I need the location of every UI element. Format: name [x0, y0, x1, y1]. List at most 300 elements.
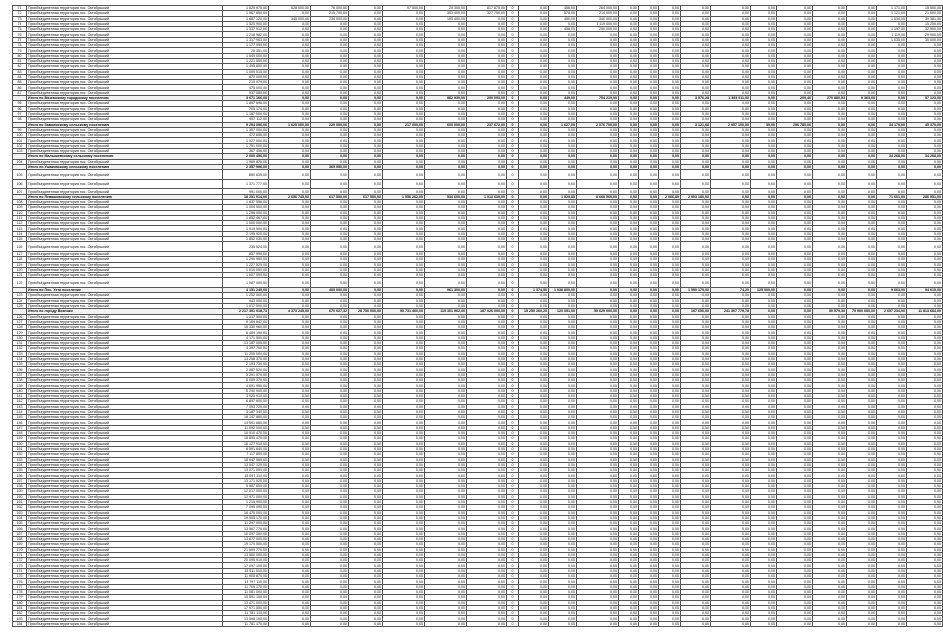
- value-cell: 0,00: [425, 542, 467, 547]
- value-cell: 0,00: [425, 298, 467, 303]
- value-cell: 0,00: [639, 393, 659, 398]
- value-cell: 0,00: [383, 69, 425, 74]
- value-cell: 0,00: [269, 58, 311, 63]
- value-cell: 0,00: [311, 199, 349, 204]
- value-cell: 0,00: [877, 536, 907, 541]
- value-cell: 0,00: [549, 468, 577, 473]
- value-cell: 0,00: [847, 242, 877, 252]
- value-cell: 0,00: [907, 531, 943, 536]
- value-cell: 0,00: [519, 372, 549, 377]
- value-cell: 365 950,00: [311, 164, 349, 169]
- value-cell: 0,00: [659, 179, 681, 189]
- value-cell: 0,00: [311, 267, 349, 272]
- value-cell: 0,00: [311, 468, 349, 473]
- value-cell: 0,00: [639, 298, 659, 303]
- value-cell: 0,00: [425, 69, 467, 74]
- value-cell: 0,00: [659, 138, 681, 143]
- value-cell: 0,00: [751, 194, 777, 199]
- value-cell: 0,00: [349, 262, 383, 267]
- value-cell: 0,00: [519, 11, 549, 16]
- value-cell: 0,00: [681, 372, 711, 377]
- value-cell: 0,00: [877, 159, 907, 164]
- value-cell: 0,00: [269, 48, 311, 53]
- value-cell: 0,00: [577, 170, 619, 180]
- value-cell: 0,00: [813, 278, 847, 288]
- value-cell: 0,00: [711, 64, 751, 69]
- value-cell: 0: [507, 319, 519, 324]
- value-cell: 0,00: [711, 589, 751, 594]
- value-cell: 0,00: [269, 579, 311, 584]
- value-cell: 0,00: [639, 179, 659, 189]
- value-cell: 0,00: [877, 473, 907, 478]
- value-cell: 0,00: [269, 521, 311, 526]
- value-cell: 0,00: [751, 298, 777, 303]
- value-cell: 0,00: [847, 154, 877, 159]
- value-cell: 0,00: [425, 257, 467, 262]
- value-cell: 0,00: [383, 431, 425, 436]
- row-number-cell: 99: [13, 127, 27, 132]
- value-cell: 2 066,89: [659, 194, 681, 199]
- value-cell: 0,00: [711, 568, 751, 573]
- value-cell: 0,00: [813, 80, 847, 85]
- value-cell: 0,00: [311, 58, 349, 63]
- value-cell: 0,00: [619, 80, 639, 85]
- value-cell: 0,00: [349, 457, 383, 462]
- value-cell: 0,00: [619, 74, 639, 79]
- value-cell: 0,00: [549, 568, 577, 573]
- value-cell: 0,00: [777, 452, 813, 457]
- value-cell: 0,00: [907, 273, 943, 278]
- value-cell: 0,00: [311, 515, 349, 520]
- value-cell: 0,00: [577, 85, 619, 90]
- value-cell: 0,00: [425, 431, 467, 436]
- value-cell: 0,00: [659, 584, 681, 589]
- value-cell: 0,00: [577, 80, 619, 85]
- value-cell: 0,00: [577, 267, 619, 272]
- value-cell: 0,00: [311, 273, 349, 278]
- row-number-cell: 154: [13, 462, 27, 467]
- value-cell: 0,00: [751, 251, 777, 256]
- value-cell: 0,00: [311, 547, 349, 552]
- value-cell: 0,00: [659, 341, 681, 346]
- value-cell: 0,00: [877, 484, 907, 489]
- value-cell: 0,00: [681, 205, 711, 210]
- value-cell: 0,00: [777, 579, 813, 584]
- row-name-cell: Приобъединенная территория пос. Октябрьский: [27, 210, 223, 215]
- value-cell: 2 587 520,00: [223, 367, 269, 372]
- value-cell: 0,00: [311, 43, 349, 48]
- value-cell: 0,00: [349, 341, 383, 346]
- value-cell: 0,00: [269, 85, 311, 90]
- row-number-cell: 158: [13, 484, 27, 489]
- value-cell: 0,00: [467, 288, 507, 293]
- value-cell: 0,00: [751, 605, 777, 610]
- value-cell: 0,00: [383, 16, 425, 21]
- value-cell: 0,00: [619, 149, 639, 154]
- value-cell: 0,00: [549, 616, 577, 621]
- value-cell: 0,00: [383, 393, 425, 398]
- value-cell: 214 500,00: [577, 11, 619, 16]
- value-cell: 0,00: [711, 143, 751, 148]
- value-cell: 0,00: [619, 6, 639, 11]
- row-number-cell: 104: [13, 159, 27, 164]
- value-cell: 0,00: [425, 505, 467, 510]
- value-cell: 0,00: [659, 431, 681, 436]
- value-cell: 0,00: [425, 568, 467, 573]
- value-cell: 0,00: [269, 362, 311, 367]
- row-number-cell: 80: [13, 53, 27, 58]
- value-cell: 0,00: [813, 356, 847, 361]
- value-cell: 0,00: [907, 143, 943, 148]
- value-cell: 0,00: [549, 415, 577, 420]
- value-cell: 0,00: [349, 32, 383, 37]
- row-number-cell: 163: [13, 510, 27, 515]
- value-cell: 0,00: [681, 221, 711, 226]
- value-cell: 0,00: [681, 48, 711, 53]
- value-cell: 0,00: [639, 346, 659, 351]
- value-cell: 0,00: [467, 542, 507, 547]
- value-cell: 0,00: [383, 27, 425, 32]
- value-cell: 0,00: [847, 215, 877, 220]
- value-cell: 0,00: [659, 478, 681, 483]
- row-number-cell: 134: [13, 356, 27, 361]
- value-cell: 0,00: [383, 242, 425, 252]
- row-number-cell: 124: [13, 298, 27, 303]
- value-cell: 0,00: [877, 226, 907, 231]
- value-cell: 0,00: [519, 69, 549, 74]
- value-cell: 1 520 900,00: [223, 21, 269, 26]
- value-cell: 0,00: [619, 21, 639, 26]
- value-cell: 0,00: [383, 53, 425, 58]
- value-cell: 0,00: [519, 37, 549, 42]
- value-cell: 0,00: [425, 143, 467, 148]
- value-cell: 0,00: [467, 616, 507, 621]
- value-cell: 0,00: [847, 179, 877, 189]
- row-name-cell: Приобъединенная территория пос. Октябрьский: [27, 563, 223, 568]
- value-cell: 0,00: [311, 127, 349, 132]
- row-number-cell: 169: [13, 542, 27, 547]
- value-cell: 0: [507, 383, 519, 388]
- value-cell: 0,00: [777, 11, 813, 16]
- value-cell: 0,00: [681, 409, 711, 414]
- value-cell: 0,00: [711, 303, 751, 308]
- value-cell: 0,00: [847, 16, 877, 21]
- value-cell: 0,00: [681, 106, 711, 111]
- value-cell: 0,00: [751, 53, 777, 58]
- value-cell: 0,00: [847, 372, 877, 377]
- row-name-cell: Приобъединенная территория пос. Октябрьский: [27, 584, 223, 589]
- value-cell: 0,00: [619, 143, 639, 148]
- value-cell: 0,00: [877, 293, 907, 298]
- value-cell: 0,00: [619, 489, 639, 494]
- value-cell: 10 097 300,00: [223, 531, 269, 536]
- value-cell: 11 813 684,00: [907, 309, 943, 314]
- value-cell: 0,00: [877, 85, 907, 90]
- value-cell: 0,00: [907, 293, 943, 298]
- value-cell: 0,00: [659, 510, 681, 515]
- value-cell: 0,00: [549, 53, 577, 58]
- value-cell: 0,00: [519, 563, 549, 568]
- value-cell: 0,00: [383, 205, 425, 210]
- value-cell: 0,00: [311, 589, 349, 594]
- value-cell: 0,00: [383, 32, 425, 37]
- value-cell: 0,00: [777, 584, 813, 589]
- value-cell: 0,00: [519, 362, 549, 367]
- value-cell: 0,00: [877, 58, 907, 63]
- value-cell: 0,00: [383, 314, 425, 319]
- value-cell: 2 357 996,00: [223, 164, 269, 169]
- row-name-cell: Приобъединенная территория пос. Октябрьский: [27, 257, 223, 262]
- value-cell: 0,00: [777, 367, 813, 372]
- value-cell: 0,00: [907, 221, 943, 226]
- value-cell: 0,00: [519, 420, 549, 425]
- value-cell: 0,00: [847, 346, 877, 351]
- value-cell: 0,00: [619, 457, 639, 462]
- value-cell: 0,00: [577, 43, 619, 48]
- value-cell: 0: [507, 431, 519, 436]
- value-cell: 0,00: [349, 478, 383, 483]
- value-cell: 0,00: [349, 101, 383, 106]
- value-cell: 0,00: [467, 446, 507, 451]
- value-cell: 0,00: [349, 372, 383, 377]
- value-cell: 0,00: [577, 74, 619, 79]
- value-cell: 0,00: [659, 531, 681, 536]
- value-cell: 0,00: [847, 383, 877, 388]
- value-cell: 0,00: [751, 106, 777, 111]
- value-cell: 0,00: [467, 510, 507, 515]
- value-cell: 0,00: [751, 462, 777, 467]
- value-cell: 0,00: [659, 21, 681, 26]
- value-cell: 0,00: [659, 143, 681, 148]
- value-cell: 0,00: [349, 356, 383, 361]
- value-cell: 0,00: [751, 293, 777, 298]
- value-cell: 0: [507, 298, 519, 303]
- value-cell: 290 000,00: [577, 27, 619, 32]
- value-cell: 0,00: [659, 515, 681, 520]
- value-cell: 0,00: [639, 383, 659, 388]
- value-cell: 0,00: [519, 484, 549, 489]
- value-cell: 0: [507, 257, 519, 262]
- value-cell: 29 900,00: [907, 32, 943, 37]
- value-cell: 0,00: [549, 446, 577, 451]
- value-cell: 0: [507, 494, 519, 499]
- value-cell: 0: [507, 462, 519, 467]
- value-cell: 5 290 900,00: [223, 388, 269, 393]
- value-cell: 0,00: [467, 293, 507, 298]
- value-cell: 0,00: [467, 267, 507, 272]
- row-number-cell: 74: [13, 21, 27, 26]
- row-number-cell: 175: [13, 574, 27, 579]
- row-number-cell: 166: [13, 526, 27, 531]
- value-cell: 957 112,00: [223, 117, 269, 122]
- value-cell: 0,00: [877, 356, 907, 361]
- value-cell: 0,00: [519, 262, 549, 267]
- row-name-cell: Приобъединенная территория пос. Октябрьский: [27, 215, 223, 220]
- value-cell: 0,00: [311, 441, 349, 446]
- value-cell: 0,00: [519, 510, 549, 515]
- row-number-cell: 141: [13, 393, 27, 398]
- value-cell: 11 905 870,00: [223, 574, 269, 579]
- value-cell: 0,00: [659, 85, 681, 90]
- value-cell: 0,00: [577, 579, 619, 584]
- value-cell: 0,00: [519, 21, 549, 26]
- value-cell: 0,00: [777, 510, 813, 515]
- value-cell: 0,00: [467, 383, 507, 388]
- value-cell: 0,00: [467, 80, 507, 85]
- value-cell: 0,00: [777, 356, 813, 361]
- row-name-cell: Приобъединенная территория пос. Октябрьский: [27, 515, 223, 520]
- value-cell: 55 629 000,00: [577, 309, 619, 314]
- value-cell: 0,00: [311, 362, 349, 367]
- value-cell: 0,00: [847, 335, 877, 340]
- value-cell: 0,00: [681, 21, 711, 26]
- value-cell: 0,00: [711, 510, 751, 515]
- value-cell: 0,00: [751, 127, 777, 132]
- value-cell: 0,00: [877, 462, 907, 467]
- value-cell: 0: [507, 436, 519, 441]
- value-cell: 0,00: [751, 6, 777, 11]
- value-cell: 0,00: [425, 605, 467, 610]
- value-cell: 0,00: [349, 510, 383, 515]
- row-name-cell: Приобъединенная территория пос. Октябрьский: [27, 356, 223, 361]
- value-cell: 0,00: [577, 221, 619, 226]
- value-cell: 0,00: [383, 579, 425, 584]
- value-cell: 0,00: [813, 383, 847, 388]
- value-cell: 0,00: [383, 367, 425, 372]
- value-cell: 0,00: [311, 457, 349, 462]
- value-cell: 0,00: [519, 237, 549, 242]
- value-cell: 0,00: [813, 505, 847, 510]
- value-cell: 0,00: [813, 189, 847, 194]
- value-cell: 0,00: [383, 568, 425, 573]
- value-cell: 0,00: [907, 478, 943, 483]
- value-cell: 0,00: [777, 330, 813, 335]
- value-cell: 0,00: [269, 221, 311, 226]
- value-cell: 0,00: [549, 80, 577, 85]
- value-cell: 0,00: [425, 32, 467, 37]
- value-cell: 0,00: [349, 6, 383, 11]
- value-cell: 0: [507, 138, 519, 143]
- value-cell: 0,00: [467, 143, 507, 148]
- value-cell: 0,00: [681, 494, 711, 499]
- value-cell: 0,00: [847, 6, 877, 11]
- value-cell: 0,00: [751, 510, 777, 515]
- value-cell: 0,00: [681, 568, 711, 573]
- value-cell: 0,00: [777, 170, 813, 180]
- value-cell: 95 731 460,00: [383, 309, 425, 314]
- value-cell: 0,00: [751, 526, 777, 531]
- value-cell: 0: [507, 11, 519, 16]
- value-cell: 0,00: [311, 452, 349, 457]
- row-number-cell: 143: [13, 404, 27, 409]
- value-cell: 0,00: [681, 367, 711, 372]
- value-cell: 0,00: [269, 74, 311, 79]
- row-number-cell: 123: [13, 293, 27, 298]
- value-cell: 0,00: [549, 159, 577, 164]
- row-number-cell: 72: [13, 11, 27, 16]
- value-cell: 0,00: [877, 579, 907, 584]
- value-cell: 0,00: [751, 574, 777, 579]
- value-cell: 0,00: [383, 278, 425, 288]
- row-number-cell: 173: [13, 563, 27, 568]
- value-cell: 0,00: [907, 278, 943, 288]
- value-cell: 0,00: [619, 267, 639, 272]
- value-cell: 0,00: [577, 199, 619, 204]
- value-cell: 0,00: [711, 74, 751, 79]
- value-cell: 0,00: [577, 415, 619, 420]
- value-cell: 2 000 456,00: [223, 154, 269, 159]
- value-cell: 0,00: [311, 106, 349, 111]
- value-cell: 0,00: [467, 90, 507, 95]
- value-cell: 0,00: [659, 226, 681, 231]
- value-cell: 0,00: [877, 452, 907, 457]
- value-cell: 0,00: [383, 58, 425, 63]
- value-cell: 475 000,00: [223, 85, 269, 90]
- value-cell: 0: [507, 330, 519, 335]
- value-cell: 0,00: [777, 341, 813, 346]
- value-cell: 0,00: [877, 48, 907, 53]
- value-cell: 76 000,00: [311, 6, 349, 11]
- row-name-cell: Итого по Пос. Ухта поселение: [27, 288, 223, 293]
- value-cell: 0,00: [711, 468, 751, 473]
- value-cell: 0,00: [349, 436, 383, 441]
- value-cell: 0,00: [383, 273, 425, 278]
- value-cell: 34 268,00: [877, 154, 907, 159]
- value-cell: 0,00: [383, 293, 425, 298]
- value-cell: 0,00: [681, 431, 711, 436]
- value-cell: 0,00: [519, 325, 549, 330]
- value-cell: 0,00: [847, 584, 877, 589]
- value-cell: 0,00: [467, 303, 507, 308]
- value-cell: 0,00: [659, 383, 681, 388]
- value-cell: 0,00: [269, 242, 311, 252]
- value-cell: 0,00: [549, 90, 577, 95]
- row-name-cell: Приобъединенная территория пос. Октябрьский: [27, 436, 223, 441]
- value-cell: 0,00: [877, 237, 907, 242]
- value-cell: 0,00: [467, 74, 507, 79]
- value-cell: 0,00: [847, 378, 877, 383]
- value-cell: 0,00: [813, 48, 847, 53]
- value-cell: 0,00: [425, 436, 467, 441]
- value-cell: 0: [507, 478, 519, 483]
- value-cell: 0,00: [519, 558, 549, 563]
- value-cell: 0,00: [711, 462, 751, 467]
- value-cell: 0: [507, 351, 519, 356]
- value-cell: 0,00: [711, 457, 751, 462]
- value-cell: 11 781 110,00: [223, 611, 269, 616]
- value-cell: 0,00: [269, 489, 311, 494]
- value-cell: 0,00: [681, 164, 711, 169]
- value-cell: 0,00: [467, 589, 507, 594]
- value-cell: 0,00: [425, 242, 467, 252]
- value-cell: 0,00: [877, 43, 907, 48]
- value-cell: 0,00: [711, 237, 751, 242]
- value-cell: 0,00: [349, 298, 383, 303]
- value-cell: 0,00: [311, 399, 349, 404]
- value-cell: 0,00: [751, 199, 777, 204]
- value-cell: 0,00: [639, 621, 659, 626]
- value-cell: 0,00: [877, 526, 907, 531]
- value-cell: 0,00: [751, 154, 777, 159]
- value-cell: 0,00: [619, 117, 639, 122]
- value-cell: 0,00: [467, 436, 507, 441]
- value-cell: 0,00: [311, 74, 349, 79]
- value-cell: 0,00: [751, 351, 777, 356]
- value-cell: 0,00: [577, 552, 619, 557]
- value-cell: 0,00: [777, 298, 813, 303]
- value-cell: 0,00: [311, 574, 349, 579]
- value-cell: 0,00: [907, 53, 943, 58]
